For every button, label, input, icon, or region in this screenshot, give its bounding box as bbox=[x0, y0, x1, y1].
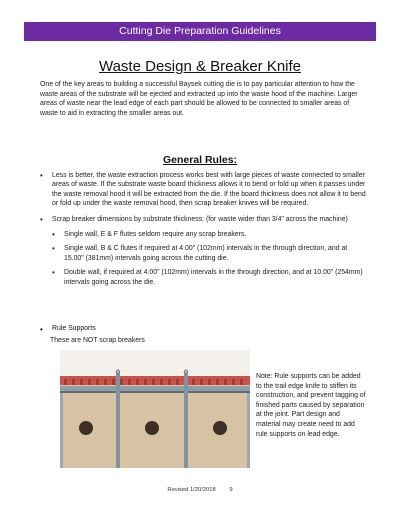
rule-supports-item: • Rule Supports bbox=[40, 325, 240, 332]
page-number: 9 bbox=[229, 487, 233, 493]
header-bar bbox=[24, 22, 376, 41]
intro-paragraph: One of the key areas to building a successful Baysek cutting die is to pay particular attention to how the waste areas of the substrate will be ejected and extracted up into the waste hood of the machine. Larger areas of waste near the lead edge of each part should be allowed to be connected to smaller areas of waste to aid in extracting the smaller areas out. bbox=[40, 81, 358, 117]
rule-sub-item: • Double wall, if required at 4.00" (102mm) intervals in the through direction, and at 10.00" (254mm) intervals going across the die. bbox=[40, 268, 366, 287]
revised-date: Revised 1/20/2018 bbox=[167, 487, 216, 493]
header-title: Cutting Die Preparation Guidelines bbox=[119, 25, 281, 37]
general-rules-heading: General Rules: bbox=[162, 154, 238, 166]
rule-sub-item: • Single wall, B & C flutes if required at 4.00" (102mm) intervals in the through direction, and at 15.00" (381mm) intervals going across the cutting die. bbox=[40, 244, 366, 263]
rule-item: • Less is better, the waste extraction process works best with large pieces of waste connected to smaller areas of waste. If the substrate waste board thickness allows it to bend or fold up when it passes under the waste removal hood it will be extracted from the die. If the board thickness does not allow it to bend or fold up under the waste removal hood, then scrap breaker knives will be required. bbox=[40, 171, 366, 209]
page-footer bbox=[0, 487, 400, 493]
figure-note: Note: Rule supports can be added to the trail edge knife to stiffen its construction, and prevent tagging of finished parts caused by separation at the joint. Part design and material may create need to add rule supports on lead edge. bbox=[256, 373, 366, 438]
rules-list bbox=[40, 171, 366, 292]
page-title: Waste Design & Breaker Knife bbox=[98, 58, 302, 75]
rule-sub-item: • Single wall, E & F flutes seldom require any scrap breakers. bbox=[40, 230, 366, 239]
rule-supports-photo bbox=[60, 350, 250, 468]
rule-item: • Scrap breaker dimensions by substrate thickness: (for waste wider than 3/4" across the machine) bbox=[40, 215, 366, 224]
figure-caption: These are NOT scrap breakers bbox=[50, 337, 145, 344]
